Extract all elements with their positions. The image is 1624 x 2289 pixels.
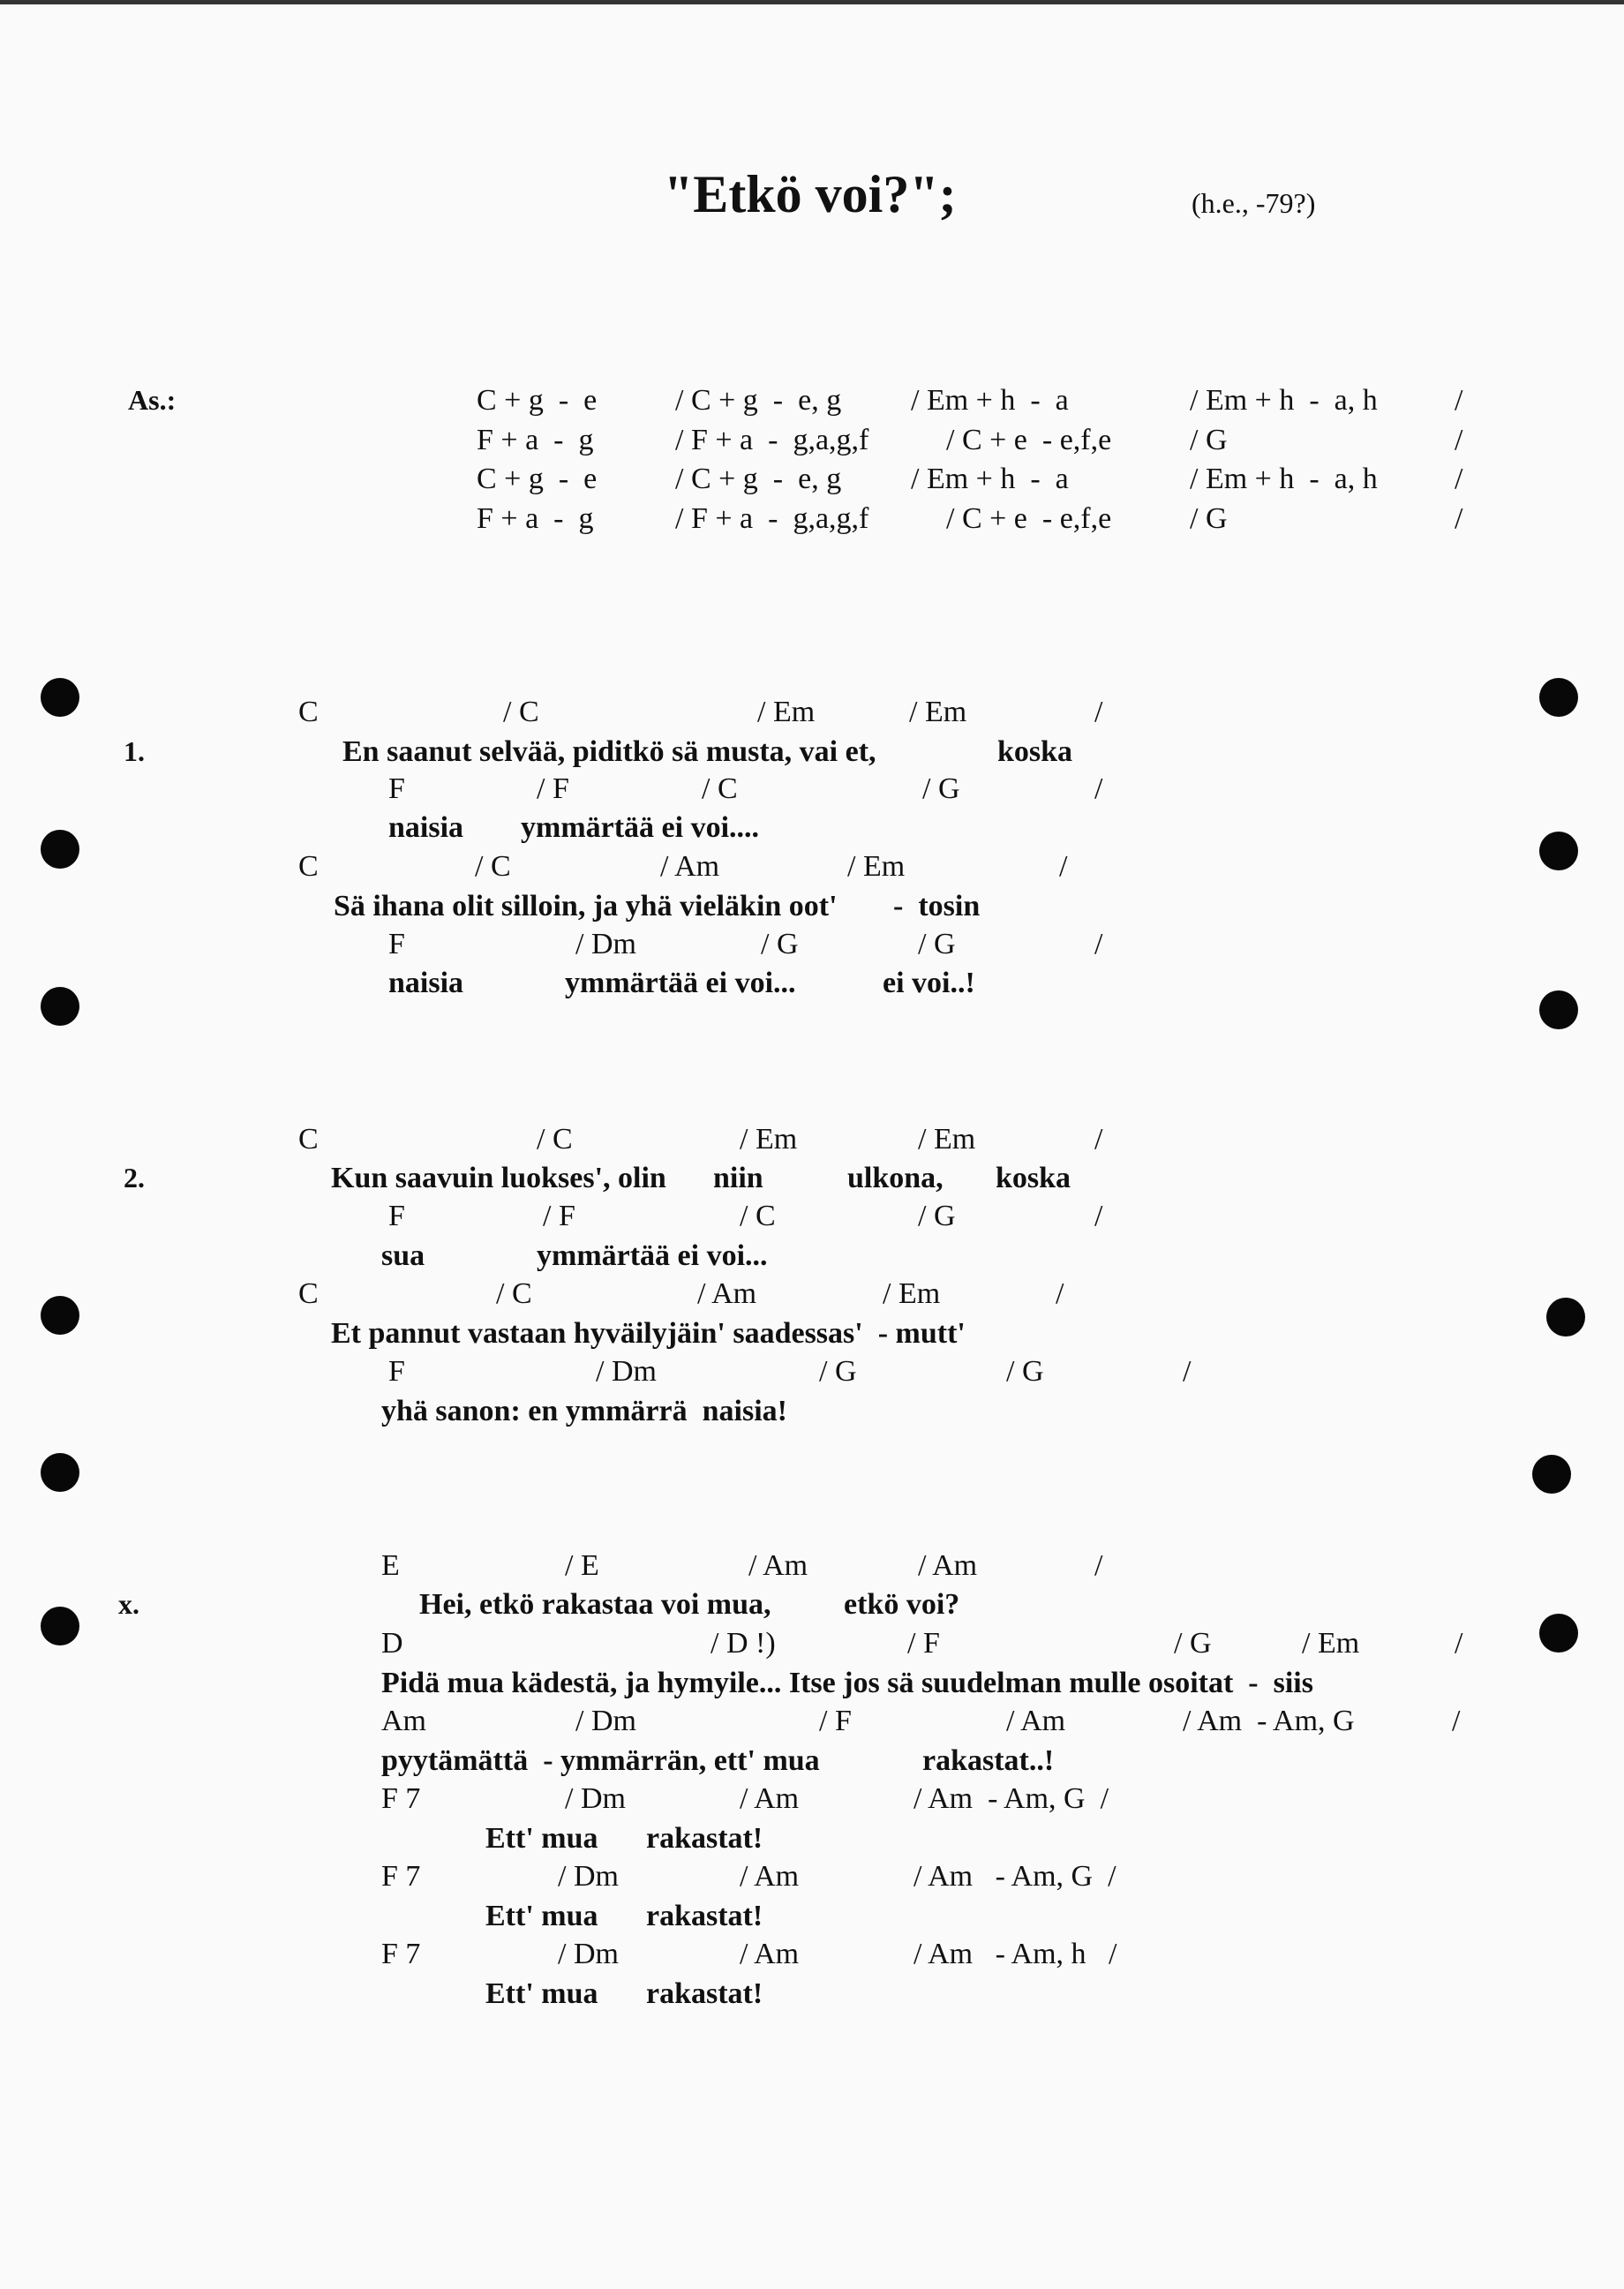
chord: / Am xyxy=(697,1277,757,1310)
lyric: koska xyxy=(996,1162,1071,1194)
chord: / F xyxy=(907,1627,940,1660)
chord: / xyxy=(1452,1705,1461,1737)
lyric: Pidä mua kädestä, ja hymyile... Itse jos sä suudelman mulle osoitat - siis xyxy=(381,1667,1313,1699)
intro-chord: / G xyxy=(1190,424,1228,456)
chord: / C xyxy=(537,1123,573,1156)
lyric: yhä sanon: en ymmärrä naisia! xyxy=(381,1395,787,1427)
lyric: etkö voi? xyxy=(844,1588,960,1621)
chord: / Am - Am, G xyxy=(1183,1705,1355,1737)
chord: / xyxy=(1059,850,1068,883)
chord: Am xyxy=(381,1705,426,1737)
chord: / G xyxy=(922,772,960,805)
intro-chord: / F + a - g,a,g,f xyxy=(675,424,869,456)
chord: / Am - Am, h / xyxy=(914,1938,1117,1970)
chord: / Em xyxy=(740,1123,798,1156)
lyric: Ett' mua xyxy=(485,1977,598,2010)
punch-hole-left-4 xyxy=(41,1296,79,1335)
punch-hole-left-3 xyxy=(41,987,79,1026)
chord: / Am xyxy=(740,1938,800,1970)
lyric: naisia xyxy=(388,811,464,844)
punch-hole-right-1 xyxy=(1539,678,1578,717)
punch-hole-left-1 xyxy=(41,678,79,717)
chord: / xyxy=(1455,1627,1463,1660)
chord: / xyxy=(1094,1549,1103,1582)
lyric: Ett' mua xyxy=(485,1900,598,1932)
lyric: ymmärtää ei voi.... xyxy=(521,811,760,844)
song-title: "Etkö voi?"; xyxy=(664,165,957,223)
lyric: rakastat! xyxy=(646,1977,763,2010)
intro-chord: F + a - g xyxy=(477,502,594,535)
intro-chord: C + g - e xyxy=(477,384,598,417)
punch-hole-left-2 xyxy=(41,830,79,869)
chord: / xyxy=(1094,696,1103,728)
chord: / xyxy=(1056,1277,1064,1310)
chord: / F xyxy=(543,1200,575,1232)
verse-2-label: 2. xyxy=(124,1162,145,1193)
chord: F xyxy=(388,1355,405,1388)
chord: F 7 xyxy=(381,1860,421,1893)
chord: / Dm xyxy=(558,1860,619,1893)
lyric: Et pannut vastaan hyväilyjäin' saadessas' - mutt' xyxy=(331,1317,966,1350)
chord: / Am xyxy=(740,1782,800,1815)
lyric: ulkona, xyxy=(847,1162,944,1194)
punch-hole-right-5 xyxy=(1532,1455,1571,1494)
chord: C xyxy=(298,1277,319,1310)
lyric: Sä ihana olit silloin, ja yhä vieläkin oot' xyxy=(334,890,838,922)
chord: / G xyxy=(918,1200,956,1232)
chord: / Am xyxy=(1006,1705,1066,1737)
chord: E xyxy=(381,1549,400,1582)
intro-chord: / Em + h - a xyxy=(911,463,1069,495)
punch-hole-left-6 xyxy=(41,1607,79,1645)
chord: / Dm xyxy=(575,1705,636,1737)
lyric: rakastat! xyxy=(646,1822,763,1855)
chord: / xyxy=(1094,1123,1103,1156)
chord: / G xyxy=(819,1355,857,1388)
lyric: Kun saavuin luokses', olin xyxy=(331,1162,666,1194)
chord: / D !) xyxy=(710,1627,776,1660)
chord: / C xyxy=(496,1277,532,1310)
intro-barline: / xyxy=(1455,502,1463,535)
chord: C xyxy=(298,696,319,728)
lyric: rakastat! xyxy=(646,1900,763,1932)
chord: C xyxy=(298,850,319,883)
chord: / G xyxy=(1006,1355,1044,1388)
lyric: niin xyxy=(713,1162,763,1194)
chord: / Em xyxy=(757,696,816,728)
lyric: naisia xyxy=(388,967,464,999)
punch-hole-right-3 xyxy=(1539,990,1578,1029)
scan-top-edge xyxy=(0,0,1624,4)
chord: / Am xyxy=(748,1549,808,1582)
intro-chord: / C + g - e, g xyxy=(675,463,842,495)
chord: / C xyxy=(475,850,511,883)
chord: / xyxy=(1094,1200,1103,1232)
chord: / Am xyxy=(740,1860,800,1893)
chord: / Em xyxy=(847,850,906,883)
chord: F xyxy=(388,1200,405,1232)
lyric: pyytämättä - ymmärrän, ett' mua xyxy=(381,1744,820,1777)
chord: F xyxy=(388,772,405,805)
chord: / Dm xyxy=(575,928,636,960)
punch-hole-right-6 xyxy=(1539,1614,1578,1653)
intro-barline: / xyxy=(1455,463,1463,495)
intro-chord: / G xyxy=(1190,502,1228,535)
intro-chord: / Em + h - a xyxy=(911,384,1069,417)
chord: / xyxy=(1183,1355,1192,1388)
lyric: ymmärtää ei voi... xyxy=(537,1239,768,1272)
verse-1-label: 1. xyxy=(124,735,145,767)
chord: / xyxy=(1094,928,1103,960)
intro-chord: F + a - g xyxy=(477,424,594,456)
chord: D xyxy=(381,1627,403,1660)
intro-chord: / C + g - e, g xyxy=(675,384,842,417)
chord: / G xyxy=(918,928,956,960)
intro-barline: / xyxy=(1455,384,1463,417)
punch-hole-right-2 xyxy=(1539,832,1578,870)
lyric: Hei, etkö rakastaa voi mua, xyxy=(419,1588,771,1621)
chord: / Em xyxy=(1302,1627,1360,1660)
chord: / C xyxy=(740,1200,776,1232)
chorus-label: x. xyxy=(118,1588,139,1620)
lyric: - tosin xyxy=(893,890,981,922)
intro-chord: / C + e - e,f,e xyxy=(946,424,1112,456)
chord: F xyxy=(388,928,405,960)
chord: / Em xyxy=(883,1277,941,1310)
lyric: ei voi..! xyxy=(883,967,975,999)
punch-hole-right-4 xyxy=(1546,1298,1585,1337)
chord: / E xyxy=(565,1549,599,1582)
punch-hole-left-5 xyxy=(41,1453,79,1492)
lyric: koska xyxy=(997,735,1073,768)
chord: F 7 xyxy=(381,1938,421,1970)
intro-chord: / F + a - g,a,g,f xyxy=(675,502,869,535)
chord: / Am xyxy=(660,850,720,883)
chord: / G xyxy=(761,928,799,960)
chord: / F xyxy=(819,1705,852,1737)
chord: / Dm xyxy=(558,1938,619,1970)
chord: / C xyxy=(702,772,738,805)
intro-chord: / Em + h - a, h xyxy=(1190,384,1378,417)
chord: / Em xyxy=(918,1123,976,1156)
chord: / Am - Am, G / xyxy=(914,1782,1109,1815)
chord: / xyxy=(1094,772,1103,805)
chord: C xyxy=(298,1123,319,1156)
chord: / Em xyxy=(909,696,967,728)
intro-label: As.: xyxy=(128,384,177,416)
chord: / Dm xyxy=(596,1355,657,1388)
chord: / Am xyxy=(918,1549,978,1582)
chord: F 7 xyxy=(381,1782,421,1815)
song-author-year: (h.e., -79?) xyxy=(1192,187,1316,219)
chord: / G xyxy=(1174,1627,1212,1660)
intro-chord: C + g - e xyxy=(477,463,598,495)
lyric: ymmärtää ei voi... xyxy=(565,967,796,999)
intro-barline: / xyxy=(1455,424,1463,456)
lyric: sua xyxy=(381,1239,425,1272)
intro-chord: / C + e - e,f,e xyxy=(946,502,1112,535)
chord: / Am - Am, G / xyxy=(914,1860,1116,1893)
lyric: Ett' mua xyxy=(485,1822,598,1855)
lyric: En saanut selvää, piditkö sä musta, vai et, xyxy=(342,735,876,768)
intro-chord: / Em + h - a, h xyxy=(1190,463,1378,495)
chord: / C xyxy=(503,696,539,728)
lyric: rakastat..! xyxy=(922,1744,1055,1777)
chord: / Dm xyxy=(565,1782,626,1815)
chord: / F xyxy=(537,772,569,805)
